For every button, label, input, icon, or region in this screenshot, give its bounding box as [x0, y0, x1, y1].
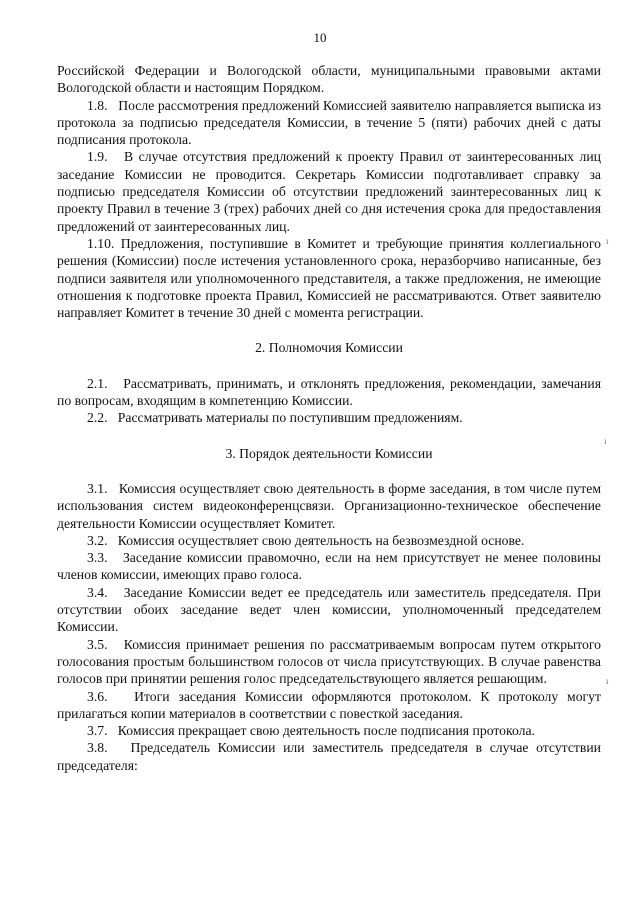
paragraph-3-7: 3.7. Комиссия прекращает свою деятельность после подписания протокола. — [87, 723, 535, 739]
paragraph-3-2: 3.2. Комиссия осуществляет свою деятельность на безвозмездной основе. — [87, 532, 525, 548]
section-2-heading: 2. Полномочия Комиссии — [255, 340, 403, 356]
paragraph-2-2: 2.2. Рассматривать материалы по поступившим предложениям. — [87, 410, 463, 426]
paragraph-3-1: 3.1. Комиссия осуществляет свою деятельность в форме заседания, в том числе путем использования систем видеоконференцсвязи. Организационно-техническое обеспечение деятельности Комиссии осуществляет Комитет. — [57, 480, 601, 531]
paragraph-3-3: 3.3. Заседание комиссии правомочно, если на нем присутствует не менее половины членов комиссии, имеющих право голоса. — [57, 550, 601, 583]
paragraph-3-5: 3.5. Комиссия принимает решения по рассматриваемым вопросам путем открытого голосования простым большинством голосов от числа присутствующих. В случае равенства голосов при принятии решения голос председательствующего является решающим. — [57, 636, 601, 687]
section-3-heading: 3. Порядок деятельности Комиссии — [225, 445, 433, 461]
page-number: 10 — [313, 30, 327, 45]
document-body — [57, 62, 601, 774]
paragraph-1-8: 1.8. После рассмотрения предложений Комиссией заявителю направляется выписка из протокола за подписью председателя Комиссии, в течение 5 (пяти) рабочих дней с даты подписания протокола. — [57, 97, 601, 148]
scan-speck: ı — [606, 236, 609, 246]
scan-speck: ı — [606, 676, 609, 686]
paragraph-2-1: 2.1. Рассматривать, принимать, и отклонять предложения, рекомендации, замечания по вопросам, входящим в компетенцию Комиссии. — [57, 375, 601, 409]
scan-speck: ı — [604, 436, 607, 446]
paragraph-3-6: 3.6. Итоги заседания Комиссии оформляются протоколом. К протоколу могут прилагаться копии материалов в соответствии с повесткой заседания. — [57, 688, 601, 721]
paragraph-3-8: 3.8. Председатель Комиссии или заместитель председателя в случае отсутствии председателя: — [57, 740, 601, 773]
paragraph-1-10: 1.10. Предложения, поступившие в Комитет и требующие принятия коллегиального решения (Комиссии) после истечения установленного срока, неразборчиво написанные, без подписи заявителя или уполномоченного представителя, а также предложения, не имеющие отношения к подготовке проекта Правил, Комиссией не рассматриваются. Ответ заявителю направляет Комитет в течение 30 дней с момента регистрации. — [57, 235, 601, 321]
paragraph-continuation: Российской Федерации и Вологодской области, муниципальными правовыми актами Вологодской области и настоящим Порядком. — [57, 63, 601, 96]
paragraph-1-9: 1.9. В случае отсутствия предложений к проекту Правил от заинтересованных лиц заседание Комиссии не проводится. Секретарь Комиссии подготавливает справку за подписью председателя Комиссии об отсутствии предложений заинтересованных лиц к проекту Правил в течение 3 (трех) рабочих дней со дня истечения срока для предоставления предложений от заинтересованных лиц. — [57, 149, 601, 234]
paragraph-3-4: 3.4. Заседание Комиссии ведет ее председатель или заместитель председателя. При отсутствии обоих заседание ведет член комиссии, уполномоченный председателем Комиссии. — [57, 584, 601, 635]
